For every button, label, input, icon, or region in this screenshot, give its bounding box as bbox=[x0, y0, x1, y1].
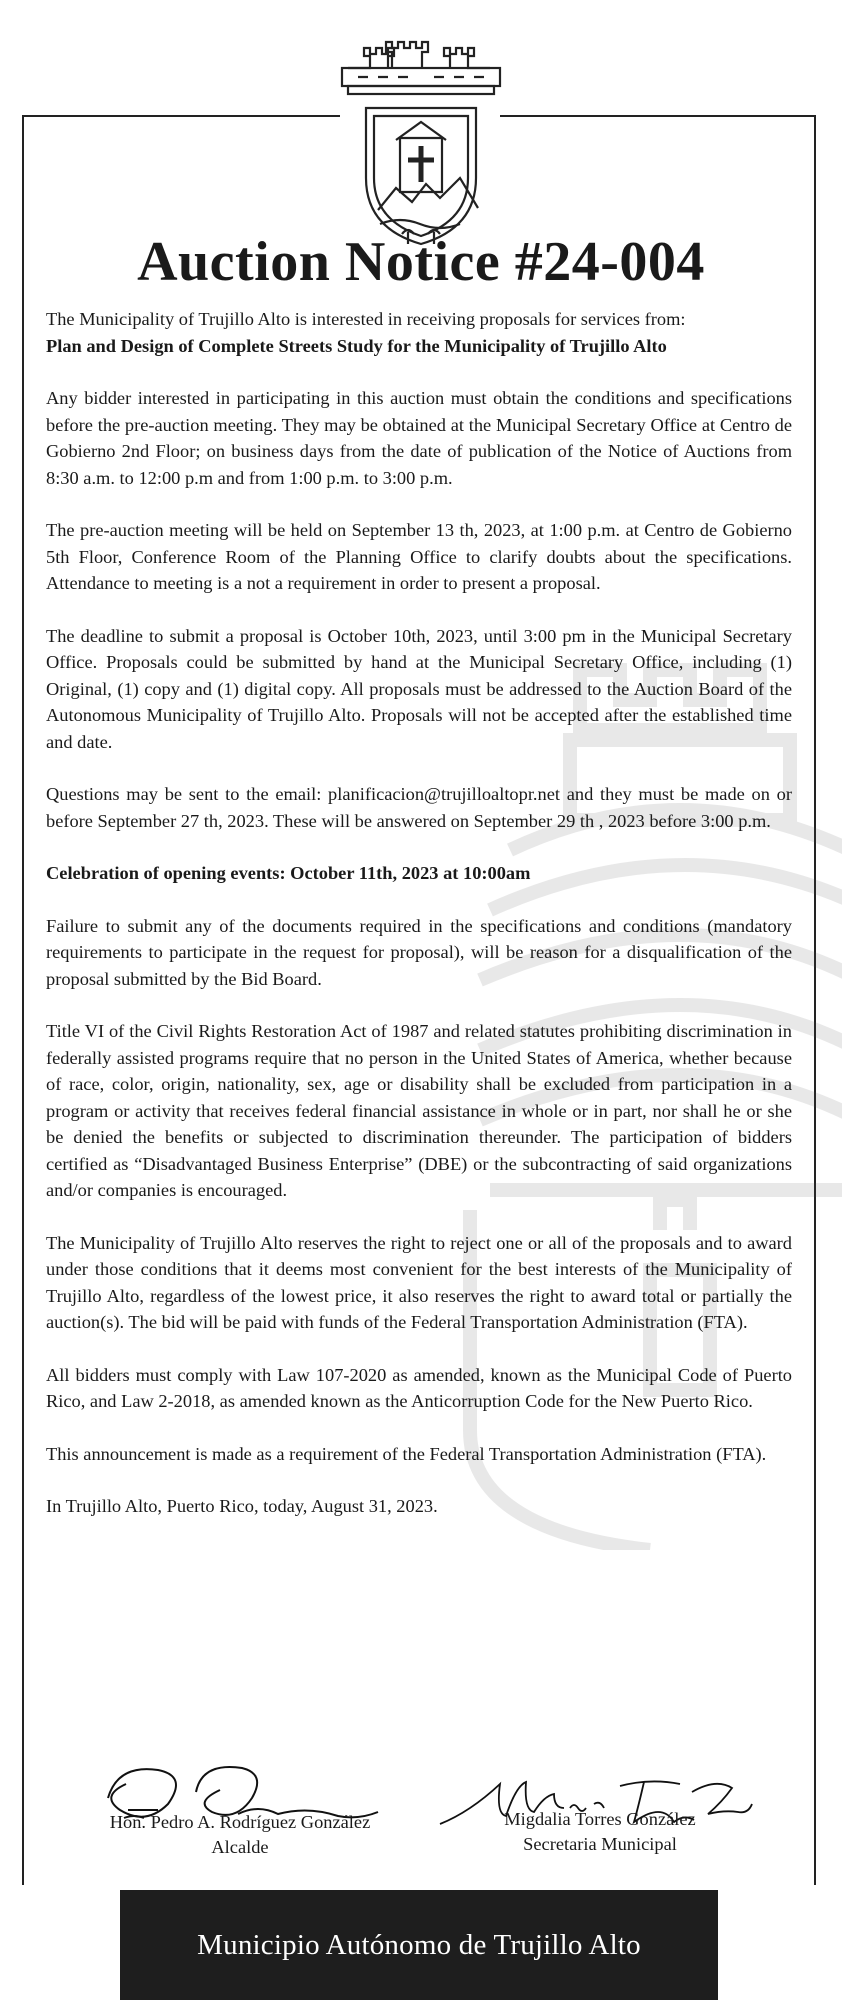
failure-paragraph: Failure to submit any of the documents required in the specifications and conditions (mandatory requirements to participate in the request for proposal), will be reason for a disqualification of the proposal submitted by the Bid Board. bbox=[46, 915, 792, 989]
pre-auction-paragraph: The pre-auction meeting will be held on September 13 th, 2023, at 1:00 p.m. at Centro de Gobierno 5th Floor, Conference Room of the Planning Office to clarify doubts about the specifications. Attendance to meeting is a not a requirement in order to present a proposal. bbox=[46, 520, 792, 593]
intro-text: The Municipality of Trujillo Alto is interested in receiving proposals for services from: bbox=[46, 309, 686, 329]
law-paragraph: All bidders must comply with Law 107-2020 as amended, known as the Municipal Code of Puerto Rico, and Law 2-2018, as amended known as the Anticorruption Code for the New Puerto Rico. bbox=[46, 1364, 792, 1411]
signature-block-mayor bbox=[70, 1810, 410, 1860]
footer-banner bbox=[120, 1890, 718, 2000]
conditions-paragraph: Any bidder interested in participating in this auction must obtain the conditions and specifications before the pre-auction meeting. They may be obtained at the Municipal Secretary Office at Centro de Gobierno 2nd Floor; on business days from the date of publication of the Notice of Auctions from 8:30 a.m. to 12:00 p.m and from 1:00 p.m. to 3:00 p.m. bbox=[46, 388, 792, 488]
reserves-paragraph: The Municipality of Trujillo Alto reserves the right to reject one or all of the proposals and to award under those conditions that it deems most convenient for the best interests of the Municipality of Trujillo Alto, regardless of the lowest price, it also reserves the right to award total or partially the auction(s). The bid will be paid with funds of the Federal Transportation Administration (FTA). bbox=[46, 1232, 792, 1332]
secretary-role: Secretaria Municipal bbox=[523, 1834, 677, 1854]
title-vi-paragraph: Title VI of the Civil Rights Restoration Act of 1987 and related statutes prohibiting discrimination in federally assisted programs require that no person in the United States of America, whether because of race, color, origin, nationality, sex, age or disability shall be excluded from participation in a program or activity that receives federal financial assistance in whole or in part, nor shall he or she be denied the benefits or subjected to discrimination thereunder. The participation of bidders certified as “Disadvantaged Business Enterprise” (DBE) or the subcontracting of said organizations and/or companies is encouraged. bbox=[46, 1021, 792, 1200]
announcement-paragraph: This announcement is made as a requirement of the Federal Transportation Administration (FTA). bbox=[46, 1443, 767, 1464]
municipal-crest-icon bbox=[338, 28, 504, 254]
frame-top-border-right bbox=[500, 115, 816, 117]
signature-block-secretary bbox=[460, 1807, 740, 1857]
notice-body bbox=[46, 306, 792, 1520]
deadline-paragraph: The deadline to submit a proposal is October 10th, 2023, until 3:00 pm in the Municipal Secretary Office. Proposals could be submitted by hand at the Municipal Secretary Office, including (1) Original, (1) copy and (1) digital copy. All proposals must be addressed to the Auction Board of the Autonomous Municipality of Trujillo Alto. Proposals will not be accepted after the established time and date. bbox=[46, 625, 792, 752]
frame-left-border bbox=[22, 115, 24, 1885]
dateline: In Trujillo Alto, Puerto Rico, today, August 31, 2023. bbox=[46, 1496, 438, 1516]
secretary-name: Migdalia Torres González bbox=[504, 1809, 696, 1829]
celebration-line: Celebration of opening events: October 11th, 2023 at 10:00am bbox=[46, 863, 531, 883]
mayor-role: Alcalde bbox=[211, 1837, 269, 1857]
mayor-name: Hon. Pedro A. Rodríguez González bbox=[109, 1812, 371, 1832]
questions-paragraph: Questions may be sent to the email: planificacion@trujilloaltopr.net and they must be made on or before September 27 th, 2023. These will be answered on September 29 th , 2023 before 3:00 p.m. bbox=[46, 784, 792, 831]
project-name: Plan and Design of Complete Streets Study for the Municipality of Trujillo Alto bbox=[46, 335, 667, 356]
footer-text: Municipio Autónomo de Trujillo Alto bbox=[197, 1928, 641, 1961]
frame-top-border-left bbox=[22, 115, 340, 117]
page-title: Auction Notice #24-004 bbox=[137, 231, 705, 293]
